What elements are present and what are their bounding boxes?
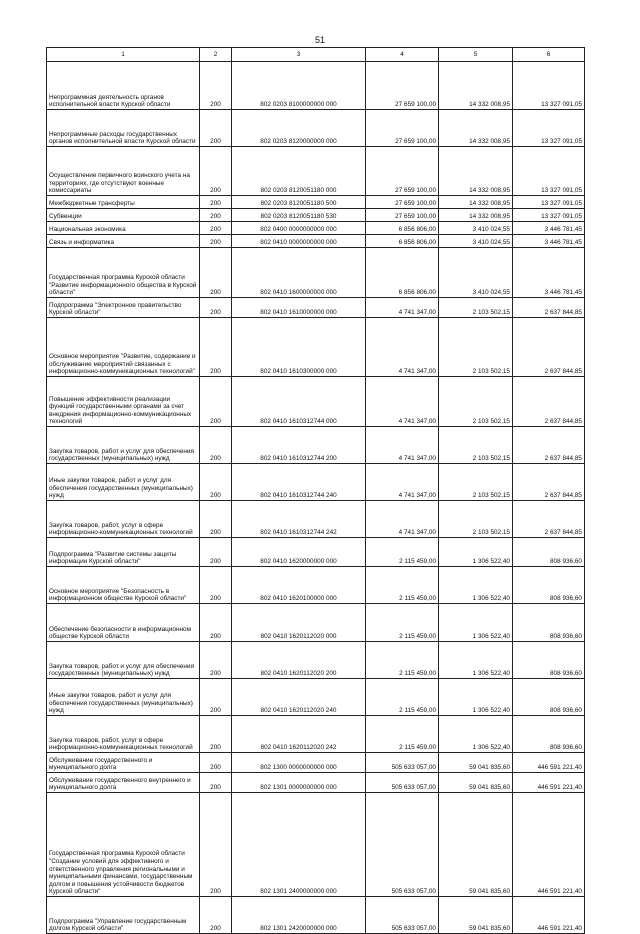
row-name-cell: Связь и информатика bbox=[47, 235, 200, 248]
row-budget-code-cell: 802 0400 0000000000 000 bbox=[232, 222, 366, 235]
row-name-cell: Основное мероприятие "Безопасность в информационном обществе Курской области" bbox=[47, 567, 200, 604]
table-row bbox=[47, 642, 585, 679]
row-budget-code-cell: 802 0410 1610300000 000 bbox=[232, 318, 366, 377]
row-name-cell: Основное мероприятие "Развитие, содержание и обслуживание мероприятий связанных с информационно-коммуникационных технологий" bbox=[47, 318, 200, 377]
row-value-2-cell: 1 306 522,40 bbox=[439, 567, 513, 604]
row-value-2-cell: 2 103 502,15 bbox=[439, 377, 513, 427]
row-value-3-cell: 808 936,60 bbox=[513, 642, 585, 679]
row-code-a-cell: 200 bbox=[200, 753, 232, 773]
row-code-a-cell: 200 bbox=[200, 209, 232, 222]
row-value-1-cell: 4 741 347,00 bbox=[366, 377, 439, 427]
row-budget-code-cell: 802 0410 0000000000 000 bbox=[232, 235, 366, 248]
row-budget-code-cell: 802 0410 1600000000 000 bbox=[232, 248, 366, 298]
table-row bbox=[47, 679, 585, 716]
table-row bbox=[47, 147, 585, 196]
table-row bbox=[47, 567, 585, 604]
row-budget-code-cell: 802 0410 1610000000 000 bbox=[232, 298, 366, 318]
row-value-3-cell: 2 637 844,85 bbox=[513, 298, 585, 318]
table-row bbox=[47, 793, 585, 897]
row-budget-code-cell: 802 1301 2420000000 000 bbox=[232, 897, 366, 934]
row-value-1-cell: 6 856 806,00 bbox=[366, 222, 439, 235]
row-budget-code-cell: 802 0203 8120051180 530 bbox=[232, 209, 366, 222]
row-budget-code-cell: 802 1301 2400000000 000 bbox=[232, 793, 366, 897]
row-name-cell: Субвенции bbox=[47, 209, 200, 222]
row-value-2-cell: 2 103 502,15 bbox=[439, 464, 513, 501]
row-budget-code-cell: 802 0203 8120051180 000 bbox=[232, 147, 366, 196]
row-value-2-cell: 14 332 008,95 bbox=[439, 147, 513, 196]
row-name-cell: Обслуживание государственного и муниципального долга bbox=[47, 753, 200, 773]
row-value-1-cell: 505 633 057,00 bbox=[366, 753, 439, 773]
row-value-1-cell: 27 659 100,00 bbox=[366, 110, 439, 147]
row-value-1-cell: 4 741 347,00 bbox=[366, 318, 439, 377]
row-code-a-cell: 200 bbox=[200, 427, 232, 464]
row-value-3-cell: 808 936,60 bbox=[513, 604, 585, 642]
row-code-a-cell: 200 bbox=[200, 248, 232, 298]
row-code-a-cell: 200 bbox=[200, 897, 232, 934]
table-row bbox=[47, 604, 585, 642]
row-value-1-cell: 505 633 057,00 bbox=[366, 773, 439, 793]
row-value-2-cell: 14 332 008,95 bbox=[439, 62, 513, 110]
row-value-1-cell: 27 659 100,00 bbox=[366, 147, 439, 196]
column-header-4: 4 bbox=[366, 48, 439, 62]
row-value-3-cell: 446 591 221,40 bbox=[513, 897, 585, 934]
row-code-a-cell: 200 bbox=[200, 567, 232, 604]
row-value-3-cell: 3 446 781,45 bbox=[513, 222, 585, 235]
row-value-1-cell: 505 633 057,00 bbox=[366, 897, 439, 934]
column-header-2: 2 bbox=[200, 48, 232, 62]
row-value-3-cell: 13 327 091,05 bbox=[513, 62, 585, 110]
row-value-2-cell: 1 306 522,40 bbox=[439, 642, 513, 679]
row-name-cell: Иные закупки товаров, работ и услуг для обеспечения государственных (муниципальных) нужд bbox=[47, 679, 200, 716]
table-row bbox=[47, 196, 585, 209]
row-value-2-cell: 3 410 024,55 bbox=[439, 235, 513, 248]
row-value-2-cell: 3 410 024,55 bbox=[439, 222, 513, 235]
table-row bbox=[47, 427, 585, 464]
row-value-3-cell: 808 936,60 bbox=[513, 538, 585, 567]
row-value-3-cell: 2 637 844,85 bbox=[513, 501, 585, 538]
row-value-2-cell: 59 041 835,60 bbox=[439, 753, 513, 773]
row-budget-code-cell: 802 0203 8120051180 500 bbox=[232, 196, 366, 209]
row-value-3-cell: 13 327 091,05 bbox=[513, 147, 585, 196]
row-budget-code-cell: 802 0410 1610312744 200 bbox=[232, 427, 366, 464]
table-row bbox=[47, 538, 585, 567]
page-number: 51 bbox=[314, 35, 325, 45]
row-value-1-cell: 6 856 806,00 bbox=[366, 248, 439, 298]
row-value-3-cell: 3 446 781,45 bbox=[513, 248, 585, 298]
table-row bbox=[47, 773, 585, 793]
row-budget-code-cell: 802 1300 0000000000 000 bbox=[232, 753, 366, 773]
row-budget-code-cell: 802 0410 1620100000 000 bbox=[232, 567, 366, 604]
row-name-cell: Государственная программа Курской области "Развитие информационного общества в Курской области" bbox=[47, 248, 200, 298]
row-name-cell: Иные закупки товаров, работ и услуг для обеспечения государственных (муниципальных) нужд bbox=[47, 464, 200, 501]
row-budget-code-cell: 802 0410 1620112020 242 bbox=[232, 716, 366, 753]
table-row bbox=[47, 209, 585, 222]
row-budget-code-cell: 802 0410 1620112020 000 bbox=[232, 604, 366, 642]
row-name-cell: Подпрограмма "Развитие системы защиты информации Курской области" bbox=[47, 538, 200, 567]
row-value-1-cell: 4 741 347,00 bbox=[366, 464, 439, 501]
table-row bbox=[47, 222, 585, 235]
row-value-1-cell: 2 115 459,00 bbox=[366, 538, 439, 567]
row-value-1-cell: 27 659 100,00 bbox=[366, 62, 439, 110]
row-value-1-cell: 2 115 459,00 bbox=[366, 716, 439, 753]
row-value-3-cell: 446 591 221,40 bbox=[513, 773, 585, 793]
row-code-a-cell: 200 bbox=[200, 196, 232, 209]
row-name-cell: Осуществление первичного воинского учета на территориях, где отсутствуют военные комиссариаты bbox=[47, 147, 200, 196]
column-header-1: 1 bbox=[47, 48, 200, 62]
row-code-a-cell: 200 bbox=[200, 298, 232, 318]
row-name-cell: Закупка товаров, работ и услуг для обеспечения государственных (муниципальных) нужд bbox=[47, 642, 200, 679]
row-budget-code-cell: 802 0203 8120000000 000 bbox=[232, 110, 366, 147]
table-row bbox=[47, 501, 585, 538]
budget-table bbox=[46, 47, 585, 934]
row-budget-code-cell: 802 0410 1610312744 240 bbox=[232, 464, 366, 501]
row-value-3-cell: 13 327 091,05 bbox=[513, 209, 585, 222]
row-value-2-cell: 1 306 522,40 bbox=[439, 716, 513, 753]
row-code-a-cell: 200 bbox=[200, 716, 232, 753]
row-code-a-cell: 200 bbox=[200, 318, 232, 377]
column-header-3: 3 bbox=[232, 48, 366, 62]
row-value-3-cell: 2 637 844,85 bbox=[513, 464, 585, 501]
column-header-6: 6 bbox=[513, 48, 585, 62]
table-row bbox=[47, 62, 585, 110]
row-value-3-cell: 2 637 844,85 bbox=[513, 318, 585, 377]
row-name-cell: Закупка товаров, работ, услуг в сфере информационно-коммуникационных технологий bbox=[47, 501, 200, 538]
row-value-3-cell: 808 936,60 bbox=[513, 716, 585, 753]
table-row bbox=[47, 753, 585, 773]
row-value-1-cell: 4 741 347,00 bbox=[366, 298, 439, 318]
row-value-2-cell: 1 306 522,40 bbox=[439, 538, 513, 567]
table-row bbox=[47, 464, 585, 501]
header-row bbox=[47, 48, 585, 62]
row-name-cell: Национальная экономика bbox=[47, 222, 200, 235]
table-row bbox=[47, 716, 585, 753]
row-value-3-cell: 13 327 091,05 bbox=[513, 196, 585, 209]
row-code-a-cell: 200 bbox=[200, 604, 232, 642]
row-value-1-cell: 4 741 347,00 bbox=[366, 427, 439, 464]
row-code-a-cell: 200 bbox=[200, 464, 232, 501]
row-name-cell: Обслуживание государственного внутреннего и муниципального долга bbox=[47, 773, 200, 793]
row-value-1-cell: 2 115 459,00 bbox=[366, 642, 439, 679]
row-code-a-cell: 200 bbox=[200, 679, 232, 716]
row-name-cell: Государственная программа Курской области "Создание условий для эффективного и ответственного управления региональными и муниципальными финансами, государственным долгом и повышения устойчивости бюджетов Курской области" bbox=[47, 793, 200, 897]
row-value-1-cell: 2 115 459,00 bbox=[366, 567, 439, 604]
row-value-1-cell: 505 633 057,00 bbox=[366, 793, 439, 897]
row-name-cell: Обеспечение безопасности в информационном обществе Курской области bbox=[47, 604, 200, 642]
row-value-2-cell: 2 103 502,15 bbox=[439, 298, 513, 318]
row-code-a-cell: 200 bbox=[200, 538, 232, 567]
row-value-2-cell: 3 410 024,55 bbox=[439, 248, 513, 298]
row-value-3-cell: 446 591 221,40 bbox=[513, 753, 585, 773]
row-value-1-cell: 6 856 806,00 bbox=[366, 235, 439, 248]
row-code-a-cell: 200 bbox=[200, 793, 232, 897]
row-value-2-cell: 14 332 008,95 bbox=[439, 209, 513, 222]
row-value-2-cell: 1 306 522,40 bbox=[439, 679, 513, 716]
row-value-3-cell: 446 591 221,40 bbox=[513, 793, 585, 897]
row-code-a-cell: 200 bbox=[200, 501, 232, 538]
row-code-a-cell: 200 bbox=[200, 62, 232, 110]
row-code-a-cell: 200 bbox=[200, 642, 232, 679]
row-value-1-cell: 4 741 347,00 bbox=[366, 501, 439, 538]
table-row bbox=[47, 897, 585, 934]
row-value-3-cell: 3 446 781,45 bbox=[513, 235, 585, 248]
row-budget-code-cell: 802 0410 1620112020 200 bbox=[232, 642, 366, 679]
row-name-cell: Непрограммные расходы государственных органов исполнительной власти Курской области bbox=[47, 110, 200, 147]
row-budget-code-cell: 802 0203 8100000000 000 bbox=[232, 62, 366, 110]
row-value-2-cell: 59 041 835,60 bbox=[439, 897, 513, 934]
row-value-2-cell: 2 103 502,15 bbox=[439, 318, 513, 377]
row-value-2-cell: 2 103 502,15 bbox=[439, 427, 513, 464]
row-budget-code-cell: 802 0410 1620112020 240 bbox=[232, 679, 366, 716]
row-value-2-cell: 59 041 835,60 bbox=[439, 773, 513, 793]
row-budget-code-cell: 802 0410 1610312744 242 bbox=[232, 501, 366, 538]
row-code-a-cell: 200 bbox=[200, 222, 232, 235]
row-code-a-cell: 200 bbox=[200, 773, 232, 793]
row-code-a-cell: 200 bbox=[200, 377, 232, 427]
column-header-5: 5 bbox=[439, 48, 513, 62]
table-row bbox=[47, 235, 585, 248]
row-value-3-cell: 2 637 844,85 bbox=[513, 377, 585, 427]
table-row bbox=[47, 110, 585, 147]
table-row bbox=[47, 248, 585, 298]
row-budget-code-cell: 802 1301 0000000000 000 bbox=[232, 773, 366, 793]
row-value-3-cell: 2 637 844,85 bbox=[513, 427, 585, 464]
row-value-2-cell: 14 332 008,95 bbox=[439, 110, 513, 147]
row-value-2-cell: 1 306 522,40 bbox=[439, 604, 513, 642]
row-value-1-cell: 27 659 100,00 bbox=[366, 196, 439, 209]
row-name-cell: Межбюджетные трансферты bbox=[47, 196, 200, 209]
row-code-a-cell: 200 bbox=[200, 110, 232, 147]
row-value-2-cell: 14 332 008,95 bbox=[439, 196, 513, 209]
table-row bbox=[47, 298, 585, 318]
row-name-cell: Непрограммная деятельность органов исполнительной власти Курской области bbox=[47, 62, 200, 110]
table-row bbox=[47, 377, 585, 427]
table-row bbox=[47, 318, 585, 377]
row-value-1-cell: 2 115 459,00 bbox=[366, 679, 439, 716]
row-value-3-cell: 808 936,60 bbox=[513, 679, 585, 716]
row-budget-code-cell: 802 0410 1620000000 000 bbox=[232, 538, 366, 567]
row-value-3-cell: 13 327 091,05 bbox=[513, 110, 585, 147]
row-name-cell: Закупка товаров, работ и услуг для обеспечения государственных (муниципальных) нужд bbox=[47, 427, 200, 464]
row-value-2-cell: 2 103 502,15 bbox=[439, 501, 513, 538]
row-name-cell: Подпрограмма "Управление государственным долгом Курской области" bbox=[47, 897, 200, 934]
row-value-3-cell: 808 936,60 bbox=[513, 567, 585, 604]
row-value-1-cell: 27 659 100,00 bbox=[366, 209, 439, 222]
row-code-a-cell: 200 bbox=[200, 147, 232, 196]
row-name-cell: Повышение эффективности реализации функций государственными органами за счет внедрения информационно-коммуникационных технологий bbox=[47, 377, 200, 427]
row-value-2-cell: 59 041 835,60 bbox=[439, 793, 513, 897]
row-budget-code-cell: 802 0410 1610312744 000 bbox=[232, 377, 366, 427]
row-name-cell: Подпрограмма "Электронное правительство Курской области" bbox=[47, 298, 200, 318]
row-value-1-cell: 2 115 459,00 bbox=[366, 604, 439, 642]
row-name-cell: Закупка товаров, работ, услуг в сфере информационно-коммуникационных технологий bbox=[47, 716, 200, 753]
row-code-a-cell: 200 bbox=[200, 235, 232, 248]
